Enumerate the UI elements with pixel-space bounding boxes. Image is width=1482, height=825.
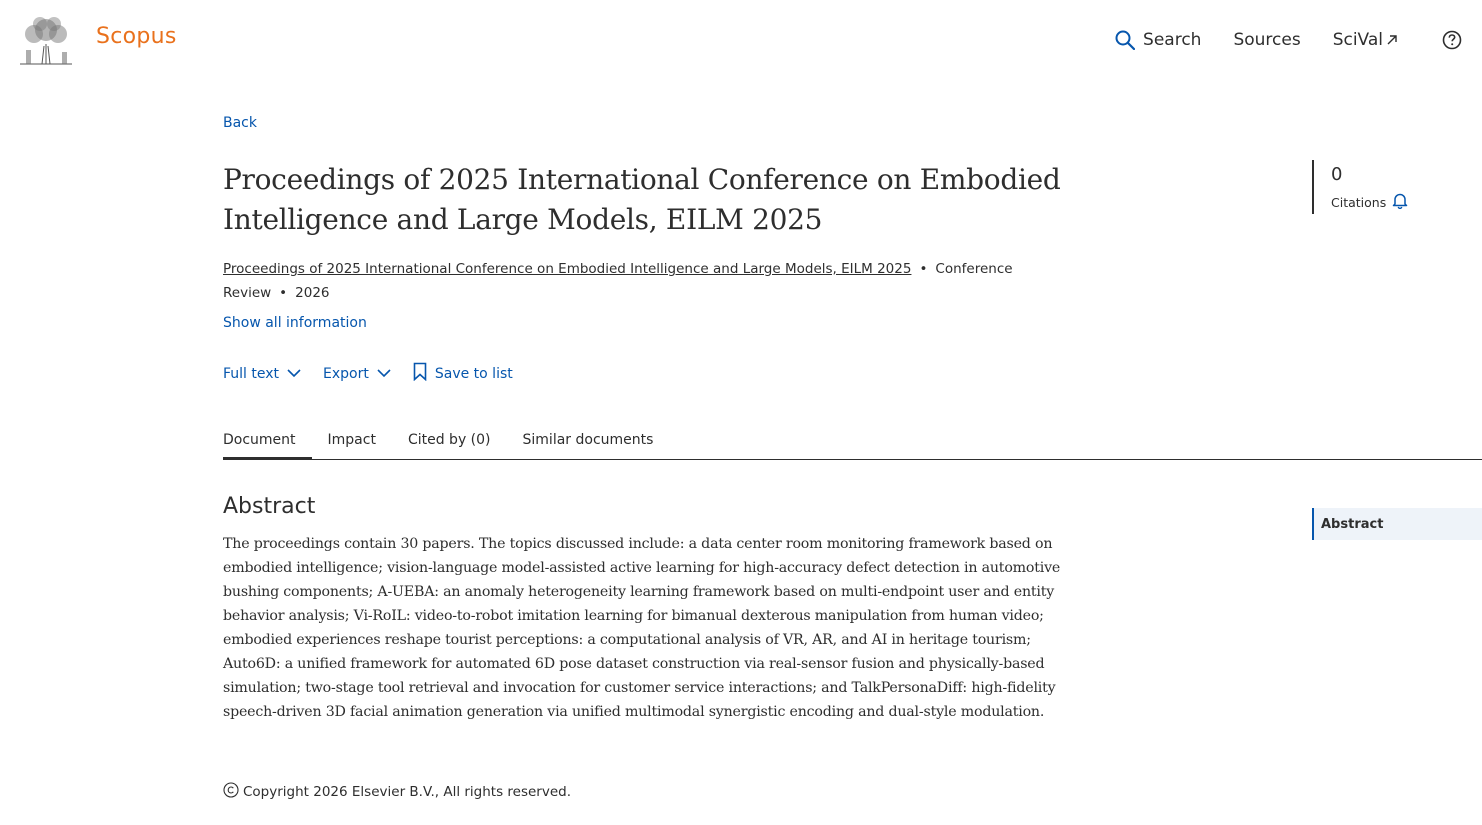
export-label: Export: [323, 365, 369, 382]
search-icon: [1115, 30, 1143, 50]
nav-sources-label: Sources: [1233, 30, 1301, 50]
citations-count: 0: [1331, 164, 1343, 185]
bookmark-icon: [413, 362, 435, 385]
tab-impact[interactable]: Impact: [327, 432, 376, 448]
show-all-information-link[interactable]: Show all information: [223, 315, 367, 331]
help-icon[interactable]: [1442, 30, 1462, 50]
citations-label-row: [1331, 192, 1408, 212]
tab-document[interactable]: Document: [223, 432, 296, 459]
meta-separator: •: [279, 285, 288, 301]
nav-scival-link[interactable]: [1333, 30, 1398, 50]
external-link-icon: [1383, 34, 1398, 46]
source-title-link[interactable]: Proceedings of 2025 International Conference on Embodied Intelligence and Large Models, EILM 2025: [223, 261, 912, 277]
full-text-button[interactable]: [223, 366, 301, 382]
meta-separator: •: [919, 261, 928, 277]
tab-cited-by[interactable]: Cited by (0): [407, 432, 491, 448]
publication-year: 2026: [295, 285, 330, 301]
scopus-brand-link[interactable]: Scopus: [96, 24, 177, 49]
document-meta: [223, 257, 1023, 305]
save-to-list-button[interactable]: [413, 362, 513, 385]
nav-sources-link[interactable]: [1233, 30, 1300, 50]
abstract-heading: Abstract: [223, 494, 316, 519]
full-text-label: Full text: [223, 365, 280, 382]
document-title: Proceedings of 2025 International Conference on Embodied Intelligence and Large Models, EILM 2025: [223, 163, 1061, 236]
top-navigation: [1115, 26, 1482, 54]
bell-icon[interactable]: [1386, 192, 1408, 212]
nav-scival-label: SciVal: [1332, 30, 1383, 50]
back-link[interactable]: Back: [223, 115, 257, 131]
citations-box: [1312, 160, 1408, 214]
chevron-down-icon: [279, 366, 301, 382]
copyright-text: Copyright 2026 Elsevier B.V., All rights reserved.: [243, 784, 572, 800]
document-actions: [223, 362, 535, 385]
copyright-notice: [223, 782, 571, 802]
chevron-down-icon: [369, 366, 391, 382]
nav-search-link[interactable]: [1115, 30, 1201, 50]
tab-similar-documents[interactable]: Similar documents: [522, 432, 654, 448]
document-type: Conference Review: [223, 261, 1013, 301]
export-button[interactable]: [323, 366, 391, 382]
abstract-text: The proceedings contain 30 papers. The topics discussed include: a data center room monitoring framework based on embodied intelligence; vision-language model-assisted active learning for high-accuracy defect detection in automotive bushing components; A-UEBA: an anomaly heterogeneity learning framework based on multi-endpoint user and entity behavior analysis; Vi-RoIL: video-to-robot imitation learning for bimanual dexterous manipulation from human video; embodied experiences reshape tourist perceptions: a computational analysis of VR, AR, and AI in heritage tourism; Auto6D: a unified framework for automated 6D pose dataset construction via real-sensor fusion and physically-based simulation; two-stage tool retrieval and invocation for customer service interactions; and TalkPersonaDiff: high-fidelity speech-driven 3D facial animation generation via unified multimodal synergistic encoding and dual-style modulation.: [223, 536, 1061, 720]
elsevier-logo[interactable]: [18, 14, 74, 66]
citations-label: Citations: [1331, 194, 1387, 210]
copyright-icon: [223, 782, 243, 802]
toc-item-abstract[interactable]: Abstract: [1312, 508, 1482, 540]
document-tabs: [223, 432, 1482, 460]
nav-search-label: Search: [1143, 30, 1202, 50]
save-to-list-label: Save to list: [434, 365, 513, 382]
